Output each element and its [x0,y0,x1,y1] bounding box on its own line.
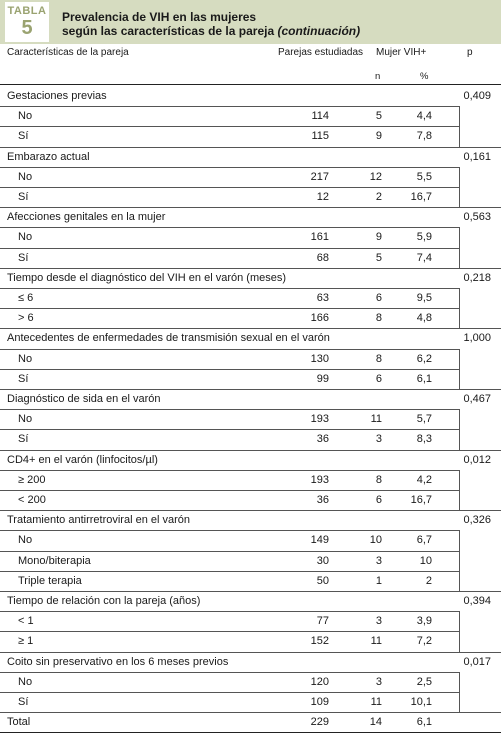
row-pct: 6,7 [416,534,432,547]
row-n: 9 [375,231,382,244]
group-p-value: 0,563 [463,211,491,224]
row-pct: 5,7 [416,413,432,426]
row-label: Sí [18,130,29,143]
group-name: Coito sin preservativo en los 6 meses previos [7,655,229,668]
row-couples: 193 [310,473,329,486]
table-row [0,571,501,591]
total-pct: 6,1 [416,716,432,729]
group-name: Gestaciones previas [7,90,107,102]
row-pct: 2,5 [416,675,432,688]
group-p-value: 0,161 [463,150,491,163]
row-couples: 161 [310,231,329,244]
table-title-line2-plain: según las características de la pareja [62,24,278,38]
table-label-word: TABLA [7,5,47,17]
row-couples: 36 [316,433,329,446]
row-pct: 2 [425,574,432,587]
row-pct: 16,7 [410,494,432,506]
group-row [0,328,501,348]
table-title-line1: Prevalencia de VIH en las mujeres [62,10,257,24]
group-p-value: 0,218 [463,271,491,284]
row-couples: 152 [310,635,329,648]
row-label: Sí [18,696,29,708]
group-name: Afecciones genitales en la mujer [7,211,166,224]
table-label-number: 5 [21,17,33,39]
row-couples: 109 [310,696,329,708]
table-row [0,126,501,146]
table-title-line2 [62,24,360,38]
group-row [0,147,501,167]
row-pct: 7,8 [416,130,432,143]
table-row [0,369,501,389]
row-n: 3 [375,615,382,628]
column-subheader-n: n [375,71,381,82]
row-pct: 5,9 [416,231,432,244]
row-n: 3 [375,433,382,446]
table-row [0,349,501,369]
group-p-value: 0,467 [463,393,491,405]
row-n: 11 [370,696,382,708]
row-n: 6 [375,494,382,506]
table-row [0,288,501,308]
row-pct: 10 [419,554,432,567]
row-label: > 6 [18,312,34,325]
row-n: 1 [375,574,382,587]
group-name: CD4+ en el varón (linfocitos/µl) [7,453,158,466]
row-pct: 8,3 [416,433,432,446]
row-label: Sí [18,433,29,446]
row-n: 8 [375,352,382,365]
row-pct: 7,4 [416,251,432,264]
row-n: 5 [375,251,382,264]
header-rule [0,84,501,85]
row-n: 11 [370,413,382,426]
table-row [0,490,501,510]
row-couples: 115 [311,130,329,143]
column-divider [459,227,460,267]
row-n: 9 [375,130,382,143]
column-header-p: p [467,47,473,58]
group-name: Antecedentes de enfermedades de transmisión sexual en el varón [7,332,330,345]
row-couples: 217 [310,170,329,183]
row-n: 10 [369,534,382,547]
column-header-characteristics: Características de la pareja [7,47,129,58]
row-couples: 166 [310,312,329,325]
table-header-band [0,0,501,44]
row-label: Sí [18,251,29,264]
row-pct: 3,9 [416,615,432,628]
row-couples: 149 [310,534,329,547]
row-pct: 4,4 [416,110,432,123]
row-couples: 99 [316,372,329,385]
row-couples: 193 [310,413,329,426]
row-n: 6 [375,292,382,304]
group-row [0,86,501,106]
group-name: Tiempo de relación con la pareja (años) [7,595,201,607]
group-name: Diagnóstico de sida en el varón [7,393,161,405]
row-n: 3 [375,675,382,688]
group-row [0,510,501,530]
row-label: No [18,534,33,547]
total-label: Total [7,716,31,729]
table-row [0,611,501,631]
table-row [0,631,501,651]
row-label: No [18,231,33,244]
row-couples: 50 [316,574,329,587]
row-label: < 200 [18,494,46,506]
table-row [0,167,501,187]
row-label: Mono/biterapia [18,554,91,567]
table-row [0,692,501,712]
row-label: No [18,110,33,123]
row-couples: 36 [316,494,329,506]
table-row [0,530,501,550]
table-row [0,470,501,490]
row-n: 12 [369,170,382,183]
row-couples: 63 [316,292,329,304]
column-divider [459,611,460,651]
column-subheader-pct: % [420,71,429,82]
row-label: Sí [18,372,29,385]
row-pct: 5,5 [416,170,432,183]
table-row [0,551,501,571]
table-label [5,2,49,42]
row-label: ≥ 1 [18,635,34,648]
row-label: ≤ 6 [18,292,34,304]
row-pct: 6,1 [416,372,432,385]
column-divider [459,349,460,389]
table-row [0,308,501,328]
row-couples: 30 [316,554,329,567]
group-p-value: 0,017 [463,655,491,668]
group-row [0,450,501,470]
column-divider [459,672,460,712]
row-couples: 114 [311,110,329,123]
table-title [62,10,360,38]
row-label: < 1 [18,615,34,628]
row-couples: 68 [316,251,329,264]
row-n: 8 [375,312,382,325]
table-row [0,672,501,692]
bottom-rule [0,732,501,733]
row-pct: 4,8 [416,312,432,325]
row-label: No [18,352,33,365]
group-name: Tiempo desde el diagnóstico del VIH en el varón (meses) [7,271,287,284]
row-couples: 120 [310,675,329,688]
row-label: No [18,170,33,183]
row-n: 8 [375,473,382,486]
group-row [0,268,501,288]
group-p-value: 0,394 [463,595,491,607]
group-name: Embarazo actual [7,150,90,163]
column-header-couples: Parejas estudiadas [278,47,364,58]
group-row [0,207,501,227]
table-row [0,187,501,207]
group-row [0,389,501,409]
row-pct: 16,7 [410,191,432,203]
group-p-value: 0,326 [463,514,491,527]
row-label: Triple terapia [18,574,82,587]
total-couples: 229 [310,716,329,729]
row-pct: 7,2 [416,635,432,648]
total-row [0,712,501,732]
row-pct: 6,2 [416,352,432,365]
group-p-value: 1,000 [463,332,491,345]
row-pct: 4,2 [416,473,432,486]
row-n: 5 [375,110,382,123]
column-header-women-vih: Mujer VIH+ [376,47,427,58]
group-p-value: 0,409 [463,90,491,102]
column-divider [459,288,460,328]
group-row [0,652,501,672]
column-divider [459,106,460,146]
total-n: 14 [369,716,382,729]
group-p-value: 0,012 [463,453,491,466]
table-row [0,248,501,268]
row-pct: 10,1 [410,696,432,708]
row-label: No [18,413,33,426]
row-couples: 12 [316,191,329,203]
row-couples: 130 [310,352,329,365]
row-label: No [18,675,33,688]
column-divider [459,409,460,449]
row-pct: 9,5 [416,292,432,304]
group-row [0,591,501,611]
column-divider [459,167,460,207]
row-couples: 77 [316,615,329,628]
column-divider [459,530,460,591]
table-row [0,429,501,449]
row-n: 6 [375,372,382,385]
row-n: 3 [375,554,382,567]
table-row [0,409,501,429]
row-label: ≥ 200 [18,473,46,486]
table-title-line2-italic: (continuación) [277,24,361,38]
table-row [0,227,501,247]
table-row [0,106,501,126]
group-name: Tratamiento antirretroviral en el varón [7,514,191,527]
column-divider [459,470,460,510]
row-label: Sí [18,191,29,203]
row-n: 2 [375,191,382,203]
row-n: 11 [370,635,382,648]
